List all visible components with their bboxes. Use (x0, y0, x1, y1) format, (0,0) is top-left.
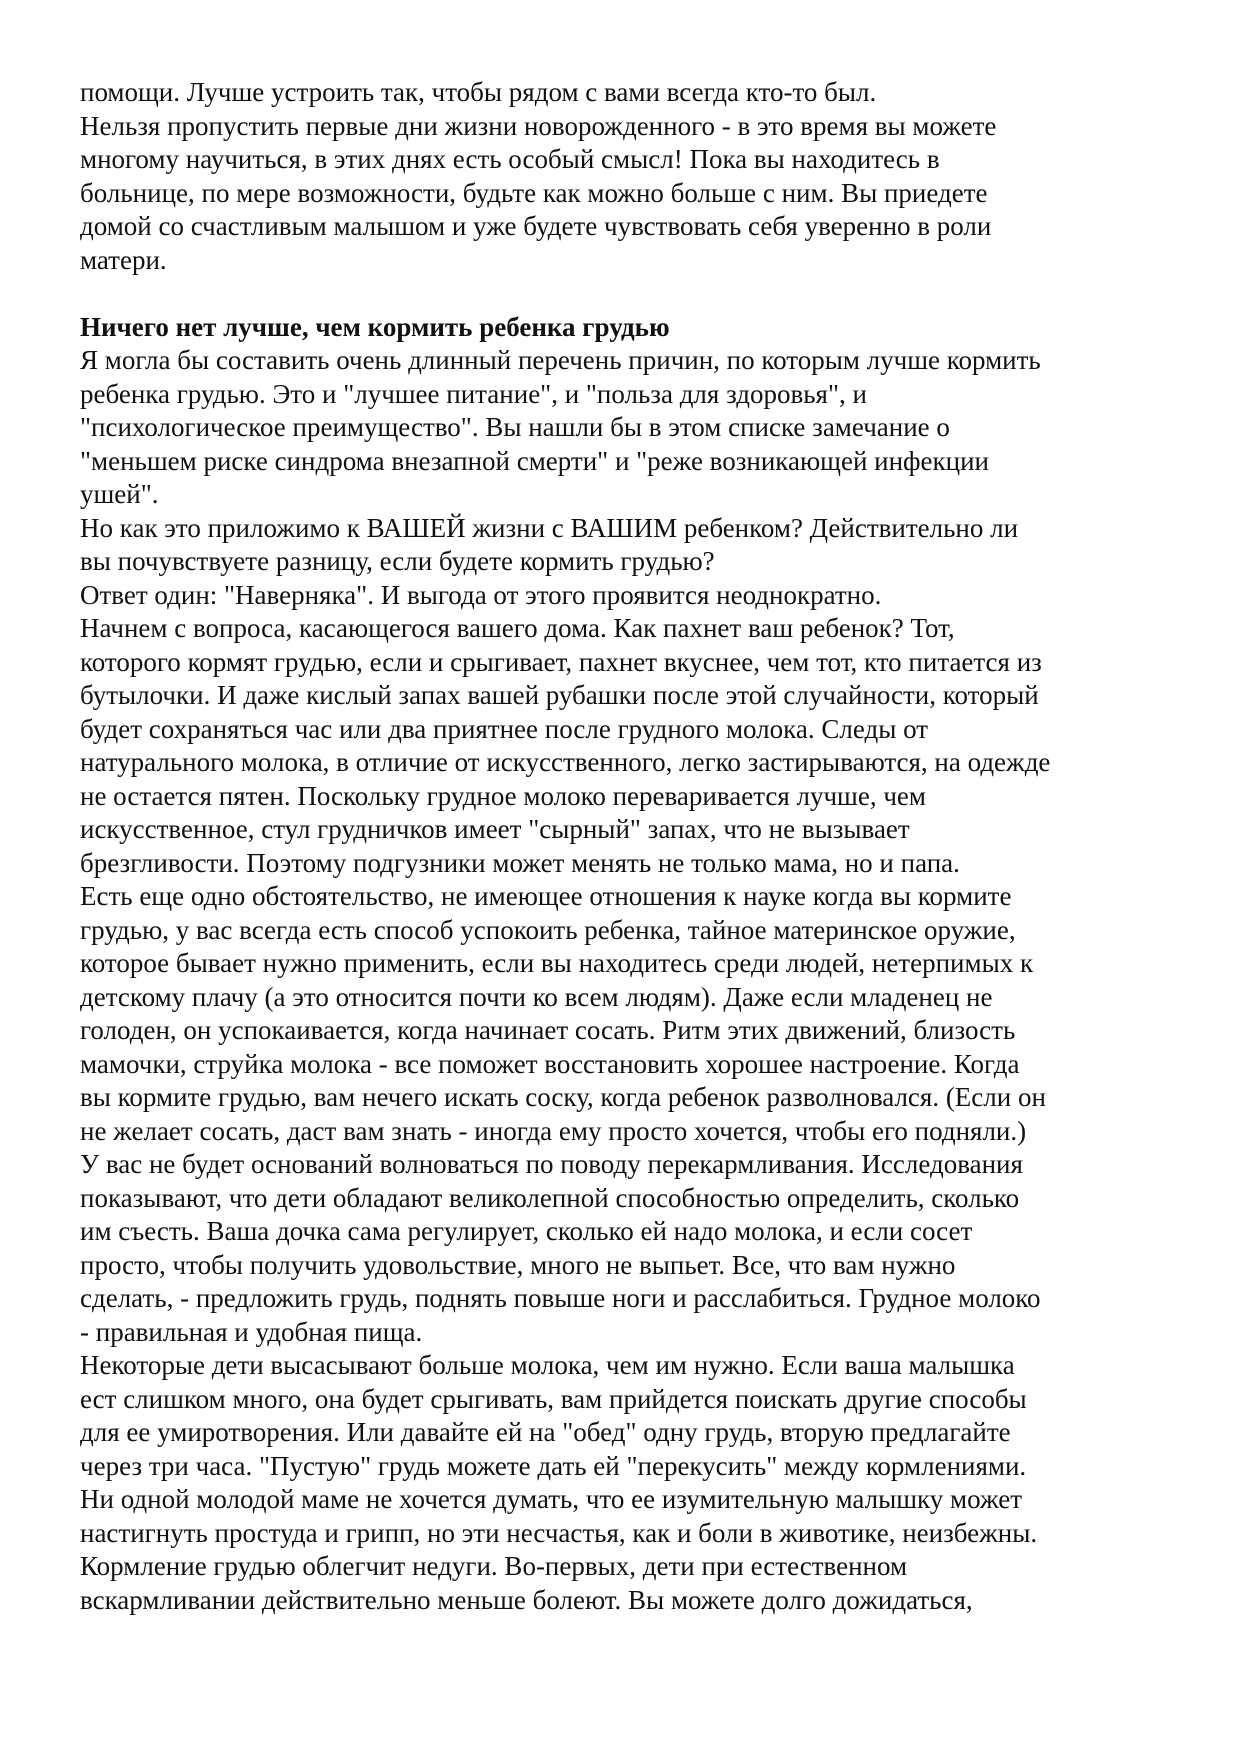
text-line: Кормление грудью облегчит недуги. Во-первых, дети при естественном (80, 1551, 908, 1581)
text-line: ушей". (80, 479, 159, 509)
section-body (80, 344, 1050, 1617)
text-line: мамочки, струйка молока - все поможет восстановить хорошее настроение. Когда (80, 1048, 1020, 1079)
text-line: которого кормят грудью, если и срыгивает, пахнет вкуснее, чем тот, кто питается из (80, 646, 1042, 677)
text-line: - правильная и удобная пища. (80, 1316, 423, 1347)
text-line: больнице, по мере возможности, будьте как можно больше с ним. Вы приедете (80, 177, 988, 208)
text-line: голоден, он успокаивается, когда начинает сосать. Ритм этих движений, близость (80, 1015, 1016, 1045)
text-line: матери. (80, 244, 167, 275)
text-line: "меньшем риске синдрома внезапной смерти" и "реже возникающей инфекции (80, 445, 989, 476)
text-line: Начнем с вопроса, касающегося вашего дома. Как пахнет ваш ребенок? Тот, (80, 613, 955, 643)
text-line: ребенка грудью. Это и "лучшее питание", и "польза для здоровья", и (80, 378, 867, 409)
document-page (80, 76, 1050, 1617)
text-line: показывают, что дети обладают великолепной способностью определить, сколько (80, 1182, 1020, 1213)
text-line: просто, чтобы получить удовольствие, много не выпьет. Все, что вам нужно (80, 1249, 956, 1280)
section-heading: Ничего нет лучше, чем кормить ребенка грудью (80, 311, 670, 342)
text-line: брезгливости. Поэтому подгузники может менять не только мама, но и папа. (80, 847, 960, 878)
blank-line (80, 277, 1050, 311)
text-line: искусственное, стул грудничков имеет "сырный" запах, что не вызывает (80, 814, 910, 844)
text-line: Ответ один: "Наверняка". И выгода от этого проявится неоднократно. (80, 579, 882, 610)
text-line: натурального молока, в отличие от искусственного, легко застирываются, на одежде (80, 747, 1051, 777)
text-line: вы кормите грудью, вам нечего искать соску, когда ребенок разволновался. (Если он (80, 1082, 1046, 1112)
text-line: Я могла бы составить очень длинный перечень причин, по которым лучше кормить (80, 345, 1041, 375)
text-line: домой со счастливым малышом и уже будете чувствовать себя уверенно в роли (80, 211, 992, 241)
text-line: через три часа. "Пустую" грудь можете дать ей "перекусить" между кормлениями. (80, 1450, 1027, 1481)
text-line: которое бывает нужно применить, если вы находитесь среди людей, нетерпимых к (80, 948, 1034, 978)
paragraph-intro (80, 76, 1050, 277)
text-line: не желает сосать, даст вам знать - иногда ему просто хочется, чтобы его подняли.) (80, 1115, 1027, 1146)
text-line: не остается пятен. Поскольку грудное молоко переваривается лучше, чем (80, 780, 926, 811)
text-line: будет сохраняться час или два приятнее после грудного молока. Следы от (80, 713, 929, 744)
text-line: детскому плачу (а это относится почти ко всем людям). Даже если младенец не (80, 981, 993, 1012)
text-line: грудью, у вас всегда есть способ успокоить ребенка, тайное материнское оружие, (80, 914, 1016, 945)
text-line: Но как это приложимо к ВАШЕЙ жизни с ВАШИМ ребенком? Действительно ли (80, 512, 1019, 543)
text-line: Есть еще одно обстоятельство, не имеющее отношения к науке когда вы кормите (80, 881, 1012, 911)
text-line: для ее умиротворения. Или давайте ей на "обед" одну грудь, вторую предлагайте (80, 1417, 1011, 1447)
text-line: ест слишком много, она будет срыгивать, вам прийдется поискать другие способы (80, 1383, 1027, 1414)
text-line: вскармливании действительно меньше болеют. Вы можете долго дожидаться, (80, 1584, 973, 1615)
text-line: вы почувствуете разницу, если будете кормить грудью? (80, 546, 715, 576)
text-line: многому научиться, в этих днях есть особый смысл! Пока вы находитесь в (80, 144, 940, 174)
text-line: Некоторые дети высасывают больше молока, чем им нужно. Если ваша малышка (80, 1350, 1015, 1380)
text-line: помощи. Лучше устроить так, чтобы рядом с вами всегда кто-то был. (80, 77, 877, 107)
text-line: настигнуть простуда и грипп, но эти несчастья, как и боли в животике, неизбежны. (80, 1517, 1038, 1548)
text-line: сделать, - предложить грудь, поднять повыше ноги и расслабиться. Грудное молоко (80, 1283, 1041, 1313)
text-line: Ни одной молодой маме не хочется думать, что ее изумительную малышку может (80, 1484, 1023, 1514)
text-line: "психологическое преимущество". Вы нашли бы в этом списке замечание о (80, 412, 950, 442)
text-line: У вас не будет оснований волноваться по поводу перекармливания. Исследования (80, 1149, 1023, 1179)
text-line: им съесть. Ваша дочка сама регулирует, сколько ей надо молока, и если сосет (80, 1216, 973, 1246)
text-line: бутылочки. И даже кислый запах вашей рубашки после этой случайности, который (80, 680, 1039, 710)
text-line: Нельзя пропустить первые дни жизни новорожденного - в это время вы можете (80, 110, 997, 141)
